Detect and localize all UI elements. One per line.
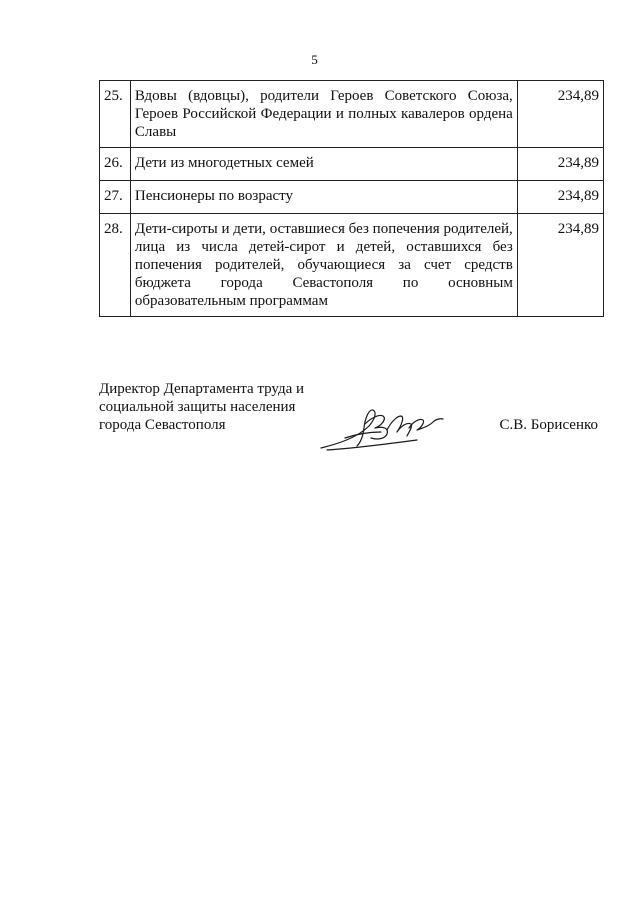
row-value: 234,89 — [517, 81, 603, 148]
signer-title-line: города Севастополя — [99, 417, 226, 433]
row-number: 28. — [100, 214, 131, 317]
benefits-table — [99, 80, 604, 317]
row-value: 234,89 — [517, 214, 603, 317]
signer-title-line: социальной защиты населения — [99, 399, 296, 415]
table-row — [100, 181, 604, 214]
row-number: 27. — [100, 181, 131, 214]
row-number: 25. — [100, 81, 131, 148]
row-description: Вдовы (вдовцы), родители Героев Советского Союза, Героев Российской Федерации и полных кавалеров ордена Славы — [130, 81, 517, 148]
table-row — [100, 148, 604, 181]
handwritten-signature — [317, 404, 447, 454]
row-description: Пенсионеры по возрасту — [130, 181, 517, 214]
signer-title-line: Директор Департамента труда и — [99, 381, 305, 397]
row-number: 26. — [100, 148, 131, 181]
page-number: 5 — [311, 52, 318, 67]
signer-name: С.В. Борисенко — [499, 417, 598, 433]
table-row — [100, 81, 604, 148]
row-description: Дети-сироты и дети, оставшиеся без попечения родителей, лица из числа детей-сирот и детей, оставшихся без попечения родителей, обучающиеся за счет средств бюджета города Севастополя по основным образовательным программам — [130, 214, 517, 317]
signature-block — [99, 380, 604, 460]
row-value: 234,89 — [517, 148, 603, 181]
row-description: Дети из многодетных семей — [130, 148, 517, 181]
table-row — [100, 214, 604, 317]
row-value: 234,89 — [517, 181, 603, 214]
